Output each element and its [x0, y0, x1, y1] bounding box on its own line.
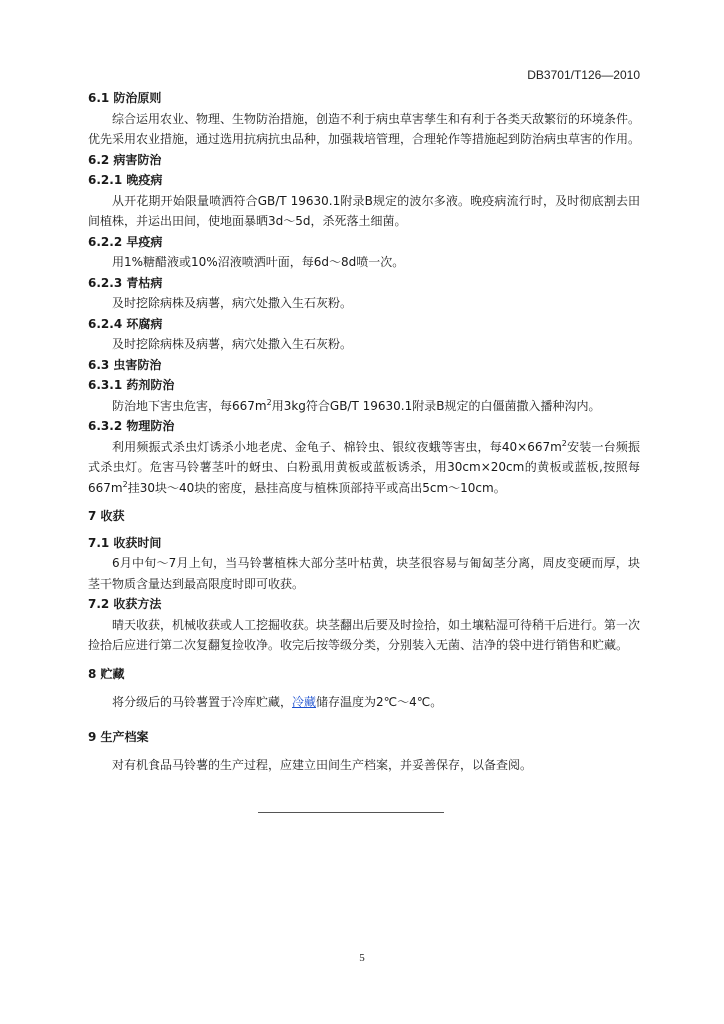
text-fragment: 挂30块～40块的密度，悬挂高度与植株顶部持平或高出5cm～10cm。	[127, 480, 506, 495]
text-fragment: 用3kg符合GB/T 19630.1附录B规定的白僵菌撒入播种沟内。	[271, 398, 601, 413]
section-7-title: 7 收获	[88, 509, 125, 523]
cold-storage-link[interactable]: 冷藏	[292, 695, 317, 709]
section-6-2-4-title: 6.2.4 环腐病	[88, 316, 163, 331]
section-7-1-title: 7.1 收获时间	[88, 535, 162, 550]
section-6-2-3-title: 6.2.3 青枯病	[88, 275, 163, 290]
section-6-2-2-title: 6.2.2 早疫病	[88, 234, 163, 249]
text-fragment: 利用频振式杀虫灯诱杀小地老虎、金龟子、棉铃虫、银纹夜蛾等害虫，每40×667m	[112, 439, 562, 454]
superscript: 2	[266, 397, 272, 407]
section-7-2-title: 7.2 收获方法	[88, 597, 162, 611]
document-body	[88, 88, 640, 776]
section-6-2-3-text: 及时挖除病株及病薯，病穴处撒入生石灰粉。	[112, 296, 353, 310]
section-6-3-2-title: 6.3.2 物理防治	[88, 419, 175, 433]
section-6-2-2-text: 用1%糖醋液或10%沼液喷洒叶面，每6d～8d喷一次。	[112, 255, 405, 269]
section-6-3-1-title: 6.3.1 药剂防治	[88, 378, 175, 392]
superscript: 2	[122, 479, 128, 489]
section-7-2-text: 晴天收获，机械收获或人工挖掘收获。块茎翻出后要及时捡拾，如土壤粘湿可待稍干后进行。第一次捡拾后应进行第二次复翻复捡收净。收完后按等级分类，分别装入无菌、洁净的袋中进行销售和贮藏。	[88, 617, 641, 652]
superscript: 2	[561, 438, 567, 448]
section-9-title: 9 生产档案	[88, 729, 149, 744]
text-fragment: 将分级后的马铃薯置于冷库贮藏，	[112, 695, 293, 709]
page-number: 5	[359, 952, 365, 964]
section-9-text: 对有机食品马铃薯的生产过程，应建立田间生产档案，并妥善保存，以备查阅。	[112, 758, 533, 772]
section-8-title: 8 贮藏	[88, 666, 125, 681]
section-6-1-text: 综合运用农业、物理、生物防治措施，创造不利于病虫草害孳生和有利于各类天敌繁衍的环境条件。优先采用农业措施，通过选用抗病抗虫品种，加强栽培管理，合理轮作等措施起到防治病虫草害的作用。	[88, 111, 641, 146]
section-6-3-1-text	[88, 396, 640, 417]
document-code: DB3701/T126—2010	[527, 68, 640, 82]
text-fragment: 防治地下害虫危害，每667m	[112, 398, 267, 413]
end-divider	[258, 812, 444, 813]
section-6-2-title: 6.2 病害防治	[88, 152, 162, 167]
section-6-2-4-text: 及时挖除病株及病薯，病穴处撒入生石灰粉。	[112, 337, 353, 351]
text-fragment: 储存温度为2℃～4℃。	[316, 695, 443, 709]
section-6-2-1-text: 从开花期开始限量喷洒符合GB/T 19630.1附录B规定的波尔多液。晚疫病流行时，及时彻底割去田间植株，并运出田间，使地面暴晒3d～5d，杀死落土细菌。	[88, 193, 640, 228]
section-6-3-2-text	[88, 437, 640, 499]
section-8-text	[88, 692, 640, 713]
section-7-1-text: 6月中旬～7月上旬，当马铃薯植株大部分茎叶枯黄，块茎很容易与匍匐茎分离，周皮变硬而厚，块茎干物质含量达到最高限度时即可收获。	[88, 556, 640, 591]
section-6-1-title: 6.1 防治原则	[88, 91, 162, 105]
section-6-2-1-title: 6.2.1 晚疫病	[88, 173, 163, 187]
text-fragment: 安装一台频振式杀虫灯。危害马铃薯茎叶的蚜虫、白粉虱用黄板或蓝板诱杀，用30cm×20cm的黄板或蓝板,按照每667m	[88, 439, 640, 495]
section-6-3-title: 6.3 虫害防治	[88, 357, 162, 372]
